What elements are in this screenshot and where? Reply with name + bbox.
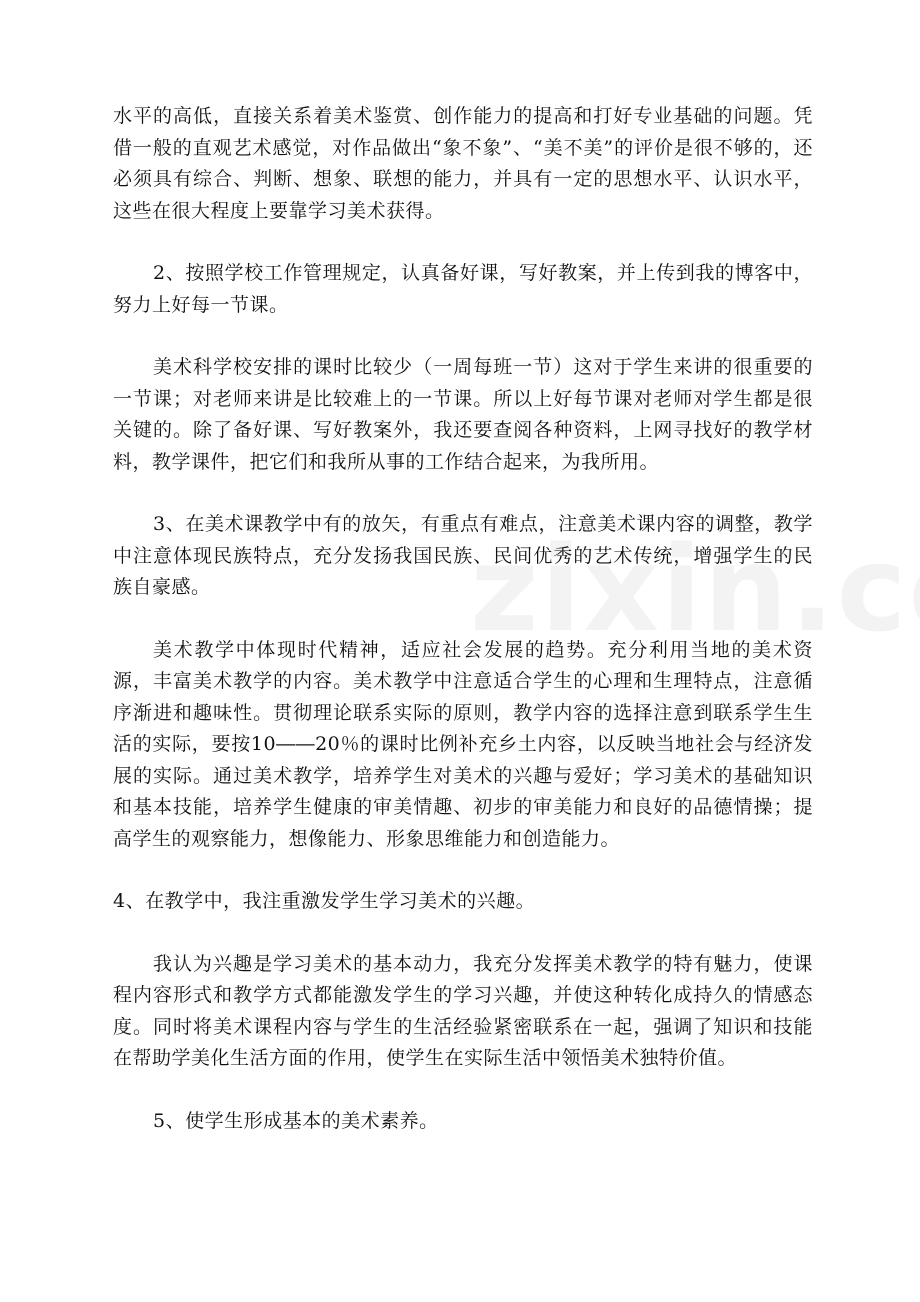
paragraph-gap bbox=[113, 1075, 813, 1106]
document-body bbox=[113, 101, 813, 1137]
paragraph-3: 美术科学校安排的课时比较少（一周每班一节）这对于学生来讲的很重要的一节课；对老师来讲是比较难上的一节课。所以上好每节课对老师对学生都是很关键的。除了备好课、写好教案外，我还要查阅各种资料，上网寻找好的教学材料，教学课件，把它们和我所从事的工作结合起来，为我所用。 bbox=[113, 356, 813, 473]
paragraph-gap bbox=[113, 478, 813, 509]
paragraph-4: 3、在美术课教学中有的放矢，有重点有难点，注意美术课内容的调整，教学中注意体现民族特点，充分发扬我国民族、民间优秀的艺术传统，增强学生的民族自豪感。 bbox=[113, 513, 813, 598]
paragraph-gap bbox=[113, 227, 813, 258]
paragraph-6: 4、在教学中，我注重激发学生学习美术的兴趣。 bbox=[113, 890, 536, 912]
paragraph-5: 美术教学中体现时代精神，适应社会发展的趋势。充分利用当地的美术资源，丰富美术教学的内容。美术教学中注意适合学生的心理和生理特点，注意循序渐进和趣味性。贯彻理论联系实际的原则，教学内容的选择注意到联系学生生活的实际，要按10――20％的课时比例补充乡土内容，以反映当地社会与经济发展的实际。通过美术教学，培养学生对美术的兴趣与爱好；学习美术的基础知识和基本技能，培养学生健康的审美情趣、初步的审美能力和良好的品德情操；提高学生的观察能力，想像能力、形象思维能力和创造能力。 bbox=[113, 638, 813, 850]
paragraph-2: 2、按照学校工作管理规定，认真备好课，写好教案，并上传到我的博客中，努力上好每一节课。 bbox=[113, 262, 813, 316]
paragraph-gap bbox=[113, 604, 813, 635]
paragraph-gap bbox=[113, 918, 813, 949]
paragraph-8: 5、使学生形成基本的美术素养。 bbox=[153, 1109, 439, 1132]
paragraph-1: 水平的高低，直接关系着美术鉴赏、创作能力的提高和打好专业基础的问题。凭借一般的直观艺术感觉，对作品做出“象不象”、“美不美”的评价是很不够的，还必须具有综合、判断、想象、联想的能力，并具有一定的思想水平、认识水平，这些在很大程度上要靠学习美术获得。 bbox=[113, 105, 813, 222]
paragraph-gap bbox=[113, 321, 813, 352]
paragraph-gap bbox=[113, 855, 813, 886]
paragraph-7: 我认为兴趣是学习美术的基本动力，我充分发挥美术教学的特有魅力，使课程内容形式和教学方式都能激发学生的学习兴趣，并使这种转化成持久的情感态度。同时将美术课程内容与学生的生活经验紧密联系在一起，强调了知识和技能在帮助学美化生活方面的作用，使学生在实际生活中领悟美术独特价值。 bbox=[113, 952, 813, 1069]
